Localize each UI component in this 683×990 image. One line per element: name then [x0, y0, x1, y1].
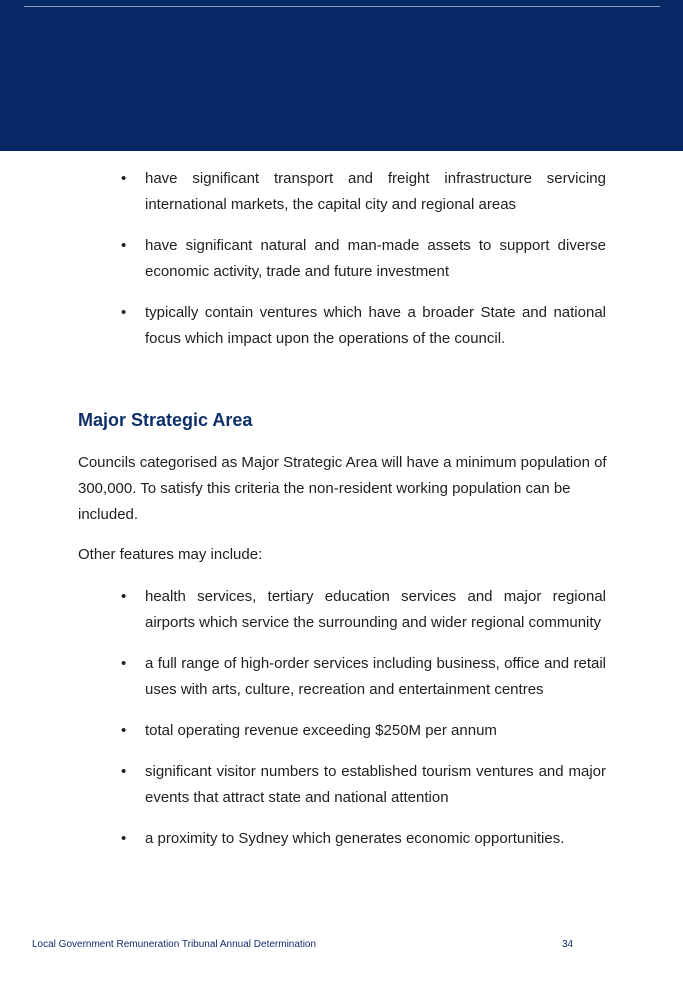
bullet-icon: •	[121, 722, 127, 739]
list-item	[0, 584, 683, 636]
list-item-text: significant visitor numbers to established tourism ventures and major events that attract state and national attention	[145, 763, 606, 806]
list-item-text: a full range of high-order services including business, office and retail uses with arts, culture, recreation and entertainment centres	[145, 655, 606, 698]
list-item-text: have significant natural and man-made assets to support diverse economic activity, trade and future investment	[145, 237, 606, 280]
bullet-icon: •	[121, 763, 127, 780]
header-rule	[24, 6, 660, 7]
list-item	[0, 826, 683, 852]
header-band	[0, 0, 683, 151]
list-item	[0, 651, 683, 703]
list-item	[0, 718, 683, 744]
list-item-text: health services, tertiary education services and major regional airports which service the surrounding and wider regional community	[145, 588, 606, 631]
list-item-text: a proximity to Sydney which generates economic opportunities.	[145, 830, 565, 847]
bullet-icon: •	[121, 655, 127, 672]
list-item	[0, 300, 683, 352]
list-item	[0, 166, 683, 218]
bullet-icon: •	[121, 588, 127, 605]
feature-list-bottom	[0, 584, 683, 867]
list-item-text: typically contain ventures which have a broader State and national focus which impact upon the operations of the council.	[145, 304, 606, 347]
bullet-icon: •	[121, 237, 127, 254]
list-item-text: total operating revenue exceeding $250M per annum	[145, 722, 497, 739]
list-item-text: have significant transport and freight infrastructure servicing international markets, the capital city and regional areas	[145, 170, 606, 213]
features-intro: Other features may include:	[78, 546, 263, 563]
list-item	[0, 233, 683, 285]
feature-list-top	[0, 166, 683, 367]
bullet-icon: •	[121, 830, 127, 847]
bullet-icon: •	[121, 170, 127, 187]
section-paragraph: Councils categorised as Major Strategic Area will have a minimum population of 300,000. To satisfy this criteria the non-resident working population can be included.	[78, 454, 607, 523]
list-item	[0, 759, 683, 811]
section-heading: Major Strategic Area	[78, 410, 253, 430]
bullet-icon: •	[121, 304, 127, 321]
footer-page-number: 34	[562, 939, 574, 950]
footer-document-title: Local Government Remuneration Tribunal Annual Determination	[32, 939, 317, 950]
